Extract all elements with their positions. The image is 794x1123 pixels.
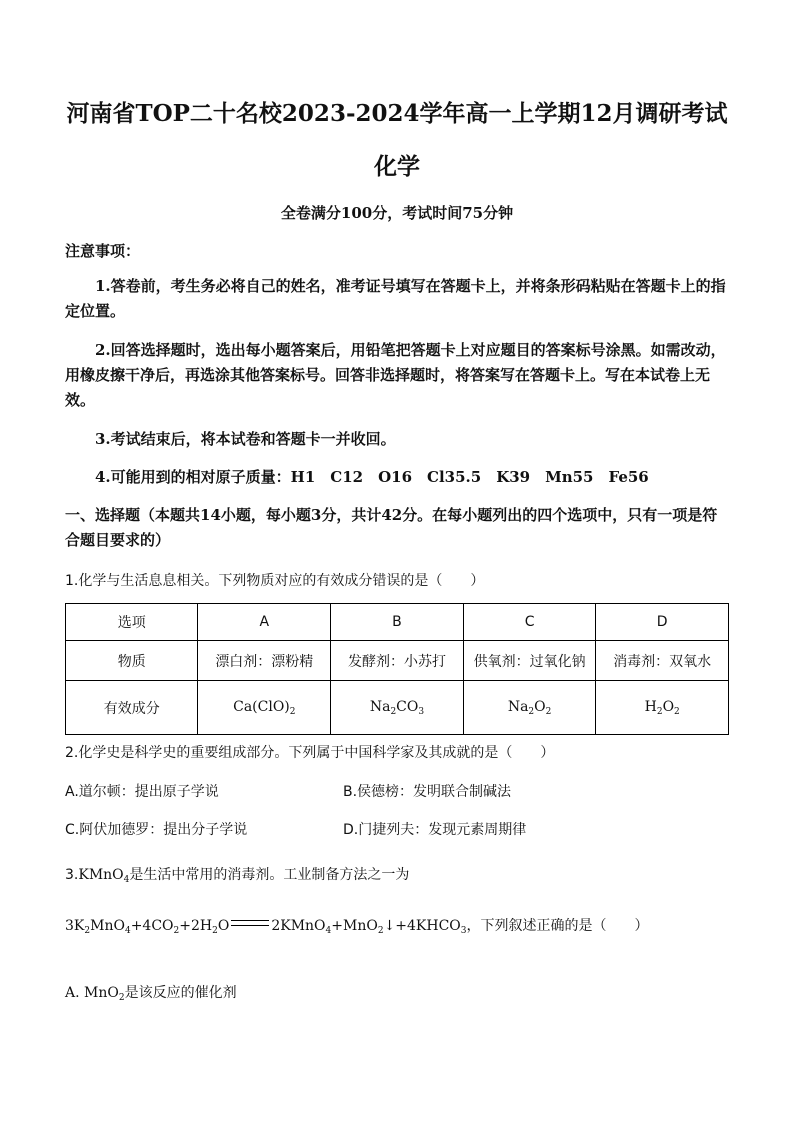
table-cell: 消毒剂：双氧水 — [596, 641, 729, 681]
eq-subscript: 4 — [124, 926, 131, 936]
table-cell: C — [463, 604, 596, 641]
stem-text: 是生活中常用的消毒剂。工业制备方法之一为 — [129, 867, 410, 883]
stem-text: 3. — [65, 867, 79, 883]
formula-text: KMnO — [78, 867, 124, 883]
table-cell: D — [596, 604, 729, 641]
formula-text: Ca — [233, 698, 253, 715]
table-row — [66, 604, 729, 641]
table-row — [66, 681, 729, 735]
exam-title: 河南省TOP二十名校2023-2024学年高一上学期12月调研考试 — [66, 100, 728, 127]
note-item-1: 1.答卷前，考生务必将自己的姓名，准考证号填写在答题卡上，并将条形码粘贴在答题卡上的指定位置。 — [65, 277, 726, 320]
formula-text: Na — [507, 698, 529, 715]
formula-text: (ClO) — [252, 698, 290, 715]
eq-term: +MnO — [331, 918, 378, 934]
note-item-2: 2.回答选择题时，选出每小题答案后，用铅笔把答题卡上对应题目的答案标号涂黑。如需改动，用橡皮擦干净后，再选涂其他答案标号。回答非选择题时，将答案写在答题卡上。写在本试卷上无效。 — [65, 341, 726, 409]
table-cell: 有效成分 — [66, 681, 198, 735]
equation-reactants — [65, 918, 229, 934]
formula-subscript: 2 — [390, 706, 397, 717]
formula-subscript: 2 — [289, 706, 296, 717]
option-text: A. MnO — [65, 985, 119, 1001]
table-row — [66, 641, 729, 681]
question-2-option-d: D.门捷列夫：发现元素周期律 — [343, 822, 527, 838]
question-2-stem: 2.化学史是科学史的重要组成部分。下列属于中国科学家及其成就的是（ ） — [65, 745, 555, 761]
question-2-option-b: B.侯德榜：发明联合制碱法 — [343, 784, 512, 800]
eq-term: ↓+4KHCO — [383, 918, 461, 934]
question-2-option-a: A.道尔顿：提出原子学说 — [65, 784, 219, 800]
subject-title: 化学 — [374, 153, 420, 180]
table-cell: B — [331, 604, 464, 641]
equation-products — [271, 918, 466, 934]
formula-subscript: 2 — [674, 706, 680, 717]
option-text: 是该反应的催化剂 — [124, 985, 237, 1001]
formula-text: Na — [369, 698, 391, 715]
eq-subscript: 2 — [173, 926, 180, 936]
eq-subscript: 2 — [377, 926, 384, 936]
formula-text: CO — [396, 698, 419, 715]
table-cell: 漂白剂：漂粉精 — [198, 641, 331, 681]
equals-sign-icon — [231, 920, 269, 926]
eq-subscript: 3 — [460, 926, 467, 936]
question-3-stem — [65, 864, 409, 885]
note-item-4: 4.可能用到的相对原子质量：H1 C12 O16 Cl35.5 K39 Mn55 Fe56 — [95, 468, 649, 486]
formula-cell-c — [463, 681, 596, 735]
formula-subscript: 2 — [545, 706, 552, 717]
question-2-option-c: C.阿伏加德罗：提出分子学说 — [65, 822, 248, 838]
eq-term: +4CO — [130, 918, 174, 934]
formula-cell-a — [198, 681, 331, 735]
table-cell: 供氧剂：过氧化钠 — [463, 641, 596, 681]
eq-term: 3K — [65, 918, 85, 934]
notes-heading: 注意事项： — [65, 242, 141, 260]
eq-term: O — [217, 918, 230, 934]
formula-subscript: 2 — [118, 993, 125, 1003]
table-cell: 物质 — [66, 641, 198, 681]
eq-term: +2H — [179, 918, 213, 934]
formula-cell-d — [596, 681, 729, 735]
table-cell: A — [198, 604, 331, 641]
question-1-stem: 1.化学与生活息息相关。下列物质对应的有效成分错误的是（ ） — [65, 573, 485, 589]
formula-text: O — [662, 698, 675, 715]
score-info: 全卷满分100分，考试时间75分钟 — [280, 204, 514, 222]
formula-subscript: 2 — [656, 706, 663, 717]
question-3-option-a — [65, 982, 237, 1003]
formula-subscript: 2 — [528, 706, 535, 717]
eq-term: MnO — [90, 918, 125, 934]
eq-subscript: 2 — [212, 926, 218, 936]
formula-text: O — [534, 698, 546, 715]
table-cell: 发酵剂：小苏打 — [331, 641, 464, 681]
eq-subscript: 4 — [325, 926, 332, 936]
section-heading: 一、选择题（本题共14小题，每小题3分，共计42分。在每小题列出的四个选项中，只有一项是符合题目要求的） — [65, 506, 718, 549]
formula-subscript: 4 — [123, 875, 130, 885]
formula-subscript: 3 — [418, 706, 425, 717]
eq-term: 2KMnO — [271, 918, 326, 934]
question-3-equation — [65, 915, 649, 936]
note-item-3: 3.考试结束后，将本试卷和答题卡一并收回。 — [95, 430, 396, 448]
formula-text: H — [644, 698, 657, 715]
eq-subscript: 2 — [84, 926, 91, 936]
equation-tail: ，下列叙述正确的是（ ） — [466, 918, 649, 934]
table-cell: 选项 — [66, 604, 198, 641]
options-table — [65, 603, 729, 735]
formula-cell-b — [331, 681, 464, 735]
